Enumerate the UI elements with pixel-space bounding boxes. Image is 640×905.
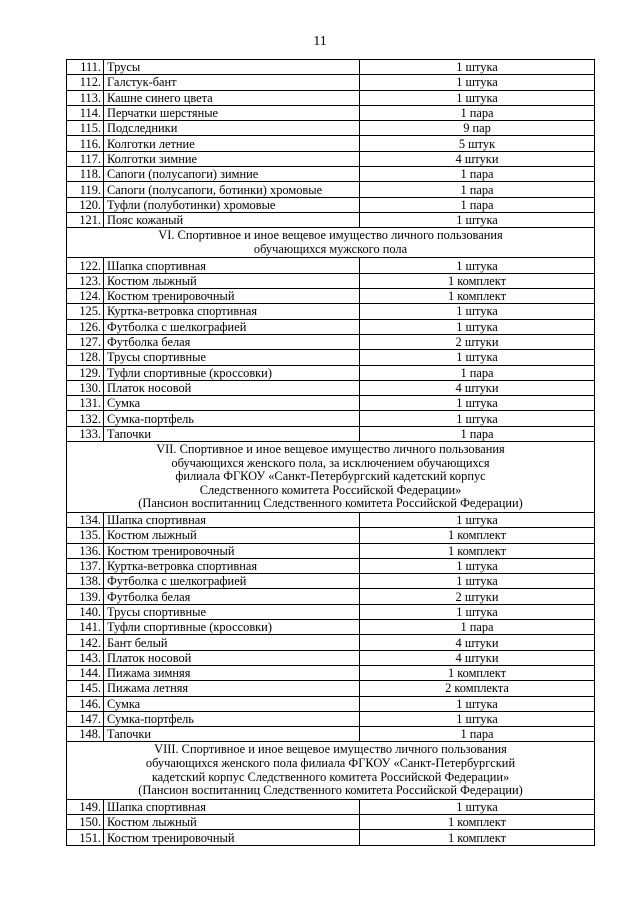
- section-heading: [67, 442, 595, 513]
- table-body: [67, 60, 595, 846]
- table-row: [67, 105, 595, 120]
- table-row: [67, 620, 595, 635]
- row-number: 127.: [67, 334, 104, 349]
- row-number: 124.: [67, 289, 104, 304]
- item-quantity: 1 штука: [360, 558, 595, 573]
- table-row: [67, 650, 595, 665]
- table-row: [67, 635, 595, 650]
- row-number: 141.: [67, 620, 104, 635]
- table-row: [67, 197, 595, 212]
- row-number: 130.: [67, 380, 104, 395]
- item-name: Шапка спортивная: [104, 799, 360, 814]
- item-quantity: 9 пар: [360, 121, 595, 136]
- item-quantity: 1 штука: [360, 696, 595, 711]
- item-name: Сумка: [104, 696, 360, 711]
- table-row: [67, 711, 595, 726]
- section-heading-row: [67, 228, 595, 258]
- table-row: [67, 543, 595, 558]
- item-quantity: 1 штука: [360, 711, 595, 726]
- item-quantity: 1 штука: [360, 319, 595, 334]
- item-name: Платок носовой: [104, 380, 360, 395]
- table-row: [67, 289, 595, 304]
- section-heading-line: филиала ФГКОУ «Санкт-Петербургский кадетский корпус: [175, 469, 486, 484]
- item-quantity: 1 штука: [360, 396, 595, 411]
- item-name: Трусы спортивные: [104, 350, 360, 365]
- item-name: Футболка белая: [104, 334, 360, 349]
- row-number: 129.: [67, 365, 104, 380]
- row-number: 118.: [67, 167, 104, 182]
- row-number: 113.: [67, 90, 104, 105]
- row-number: 126.: [67, 319, 104, 334]
- item-quantity: 1 штука: [360, 574, 595, 589]
- table-row: [67, 136, 595, 151]
- item-name: Сапоги (полусапоги, ботинки) хромовые: [104, 182, 360, 197]
- table-row: [67, 90, 595, 105]
- table-row: [67, 304, 595, 319]
- row-number: 114.: [67, 105, 104, 120]
- item-quantity: 1 штука: [360, 258, 595, 273]
- item-quantity: 1 штука: [360, 604, 595, 619]
- item-name: Бант белый: [104, 635, 360, 650]
- table-row: [67, 727, 595, 742]
- section-heading-line: кадетский корпус Следственного комитета Российской Федерации»: [151, 769, 510, 784]
- section-heading-line: (Пансион воспитанниц Следственного комитета Российской Федерации): [138, 496, 523, 511]
- item-name: Туфли спортивные (кроссовки): [104, 365, 360, 380]
- item-quantity: 1 комплект: [360, 273, 595, 288]
- table-row: [67, 411, 595, 426]
- property-table: [66, 59, 595, 846]
- item-name: Футболка с шелкографией: [104, 574, 360, 589]
- table-row: [67, 604, 595, 619]
- item-quantity: 4 штуки: [360, 650, 595, 665]
- item-quantity: 1 комплект: [360, 289, 595, 304]
- section-heading-line: (Пансион воспитанниц Следственного комитета Российской Федерации): [138, 783, 523, 798]
- item-quantity: 1 комплект: [360, 830, 595, 845]
- row-number: 117.: [67, 151, 104, 166]
- item-name: Костюм лыжный: [104, 273, 360, 288]
- table-row: [67, 528, 595, 543]
- item-quantity: 1 штука: [360, 304, 595, 319]
- page-number: 11: [313, 34, 327, 49]
- row-number: 136.: [67, 543, 104, 558]
- item-name: Сапоги (полусапоги) зимние: [104, 167, 360, 182]
- item-quantity: 1 комплект: [360, 665, 595, 680]
- row-number: 142.: [67, 635, 104, 650]
- table-row: [67, 212, 595, 227]
- table-row: [67, 319, 595, 334]
- row-number: 149.: [67, 799, 104, 814]
- table-row: [67, 60, 595, 75]
- item-name: Костюм лыжный: [104, 528, 360, 543]
- table-row: [67, 334, 595, 349]
- table-row: [67, 696, 595, 711]
- section-heading-row: [67, 742, 595, 799]
- table-row: [67, 396, 595, 411]
- table-row: [67, 273, 595, 288]
- row-number: 131.: [67, 396, 104, 411]
- item-quantity: 2 комплекта: [360, 681, 595, 696]
- row-number: 137.: [67, 558, 104, 573]
- table-row: [67, 815, 595, 830]
- section-heading-line: обучающихся мужского пола: [253, 241, 408, 256]
- item-quantity: 4 штуки: [360, 380, 595, 395]
- row-number: 134.: [67, 512, 104, 527]
- section-heading-line: VII. Спортивное и иное вещевое имущество личного пользования: [156, 442, 505, 457]
- item-quantity: 1 пара: [360, 426, 595, 441]
- table-row: [67, 121, 595, 136]
- table-row: [67, 830, 595, 845]
- section-heading: [67, 228, 595, 258]
- item-quantity: 1 штука: [360, 75, 595, 90]
- row-number: 112.: [67, 75, 104, 90]
- item-quantity: 1 пара: [360, 727, 595, 742]
- item-name: Куртка-ветровка спортивная: [104, 558, 360, 573]
- item-name: Футболка с шелкографией: [104, 319, 360, 334]
- row-number: 125.: [67, 304, 104, 319]
- item-name: Кашне синего цвета: [104, 90, 360, 105]
- section-heading: [67, 742, 595, 799]
- table-row: [67, 558, 595, 573]
- item-quantity: 1 пара: [360, 167, 595, 182]
- row-number: 122.: [67, 258, 104, 273]
- row-number: 132.: [67, 411, 104, 426]
- item-quantity: 1 штука: [360, 411, 595, 426]
- row-number: 123.: [67, 273, 104, 288]
- table-row: [67, 350, 595, 365]
- row-number: 121.: [67, 212, 104, 227]
- item-name: Тапочки: [104, 426, 360, 441]
- item-quantity: 1 пара: [360, 197, 595, 212]
- item-name: Галстук-бант: [104, 75, 360, 90]
- section-heading-line: обучающихся женского пола филиала ФГКОУ «Санкт-Петербургский: [145, 756, 516, 771]
- item-name: Сумка-портфель: [104, 711, 360, 726]
- row-number: 115.: [67, 121, 104, 136]
- row-number: 133.: [67, 426, 104, 441]
- item-name: Костюм тренировочный: [104, 289, 360, 304]
- section-heading-line: VIII. Спортивное и иное вещевое имущество личного пользования: [154, 742, 507, 757]
- row-number: 151.: [67, 830, 104, 845]
- row-number: 128.: [67, 350, 104, 365]
- item-quantity: 1 штука: [360, 60, 595, 75]
- item-quantity: 5 штук: [360, 136, 595, 151]
- item-name: Платок носовой: [104, 650, 360, 665]
- table-row: [67, 681, 595, 696]
- item-quantity: 1 штука: [360, 350, 595, 365]
- item-name: Колготки зимние: [104, 151, 360, 166]
- item-name: Подследники: [104, 121, 360, 136]
- row-number: 145.: [67, 681, 104, 696]
- item-name: Костюм тренировочный: [104, 830, 360, 845]
- row-number: 119.: [67, 182, 104, 197]
- item-quantity: 1 штука: [360, 512, 595, 527]
- item-name: Пояс кожаный: [104, 212, 360, 227]
- item-name: Футболка белая: [104, 589, 360, 604]
- item-name: Тапочки: [104, 727, 360, 742]
- table-row: [67, 182, 595, 197]
- item-quantity: 4 штуки: [360, 151, 595, 166]
- row-number: 143.: [67, 650, 104, 665]
- table-row: [67, 665, 595, 680]
- item-quantity: 1 штука: [360, 799, 595, 814]
- table-row: [67, 512, 595, 527]
- item-name: Сумка-портфель: [104, 411, 360, 426]
- item-quantity: 2 штуки: [360, 589, 595, 604]
- item-quantity: 1 штука: [360, 212, 595, 227]
- item-quantity: 1 пара: [360, 182, 595, 197]
- table-row: [67, 75, 595, 90]
- table-row: [67, 258, 595, 273]
- item-name: Пижама зимняя: [104, 665, 360, 680]
- row-number: 116.: [67, 136, 104, 151]
- item-quantity: 1 комплект: [360, 528, 595, 543]
- row-number: 139.: [67, 589, 104, 604]
- item-name: Костюм тренировочный: [104, 543, 360, 558]
- row-number: 138.: [67, 574, 104, 589]
- table-row: [67, 380, 595, 395]
- row-number: 150.: [67, 815, 104, 830]
- item-name: Костюм лыжный: [104, 815, 360, 830]
- section-heading-line: VI. Спортивное и иное вещевое имущество личного пользования: [158, 228, 503, 243]
- section-heading-line: обучающихся женского пола, за исключением обучающихся: [171, 455, 490, 470]
- item-name: Туфли спортивные (кроссовки): [104, 620, 360, 635]
- item-name: Трусы: [104, 60, 360, 75]
- item-name: Куртка-ветровка спортивная: [104, 304, 360, 319]
- table-row: [67, 799, 595, 814]
- item-name: Туфли (полуботинки) хромовые: [104, 197, 360, 212]
- row-number: 120.: [67, 197, 104, 212]
- item-name: Перчатки шерстяные: [104, 105, 360, 120]
- row-number: 144.: [67, 665, 104, 680]
- item-quantity: 1 штука: [360, 90, 595, 105]
- section-heading-line: Следственного комитета Российской Федерации»: [199, 482, 462, 497]
- item-name: Сумка: [104, 396, 360, 411]
- row-number: 140.: [67, 604, 104, 619]
- table-row: [67, 574, 595, 589]
- item-quantity: 1 комплект: [360, 543, 595, 558]
- row-number: 148.: [67, 727, 104, 742]
- row-number: 146.: [67, 696, 104, 711]
- table-row: [67, 151, 595, 166]
- row-number: 147.: [67, 711, 104, 726]
- item-name: Шапка спортивная: [104, 258, 360, 273]
- table-row: [67, 167, 595, 182]
- item-quantity: 1 комплект: [360, 815, 595, 830]
- table-row: [67, 365, 595, 380]
- row-number: 111.: [67, 60, 104, 75]
- item-name: Шапка спортивная: [104, 512, 360, 527]
- item-quantity: 2 штуки: [360, 334, 595, 349]
- item-name: Трусы спортивные: [104, 604, 360, 619]
- section-heading-row: [67, 442, 595, 513]
- item-quantity: 1 пара: [360, 365, 595, 380]
- item-quantity: 1 пара: [360, 105, 595, 120]
- item-quantity: 4 штуки: [360, 635, 595, 650]
- item-quantity: 1 пара: [360, 620, 595, 635]
- row-number: 135.: [67, 528, 104, 543]
- item-name: Пижама летняя: [104, 681, 360, 696]
- table-row: [67, 589, 595, 604]
- item-name: Колготки летние: [104, 136, 360, 151]
- table-row: [67, 426, 595, 441]
